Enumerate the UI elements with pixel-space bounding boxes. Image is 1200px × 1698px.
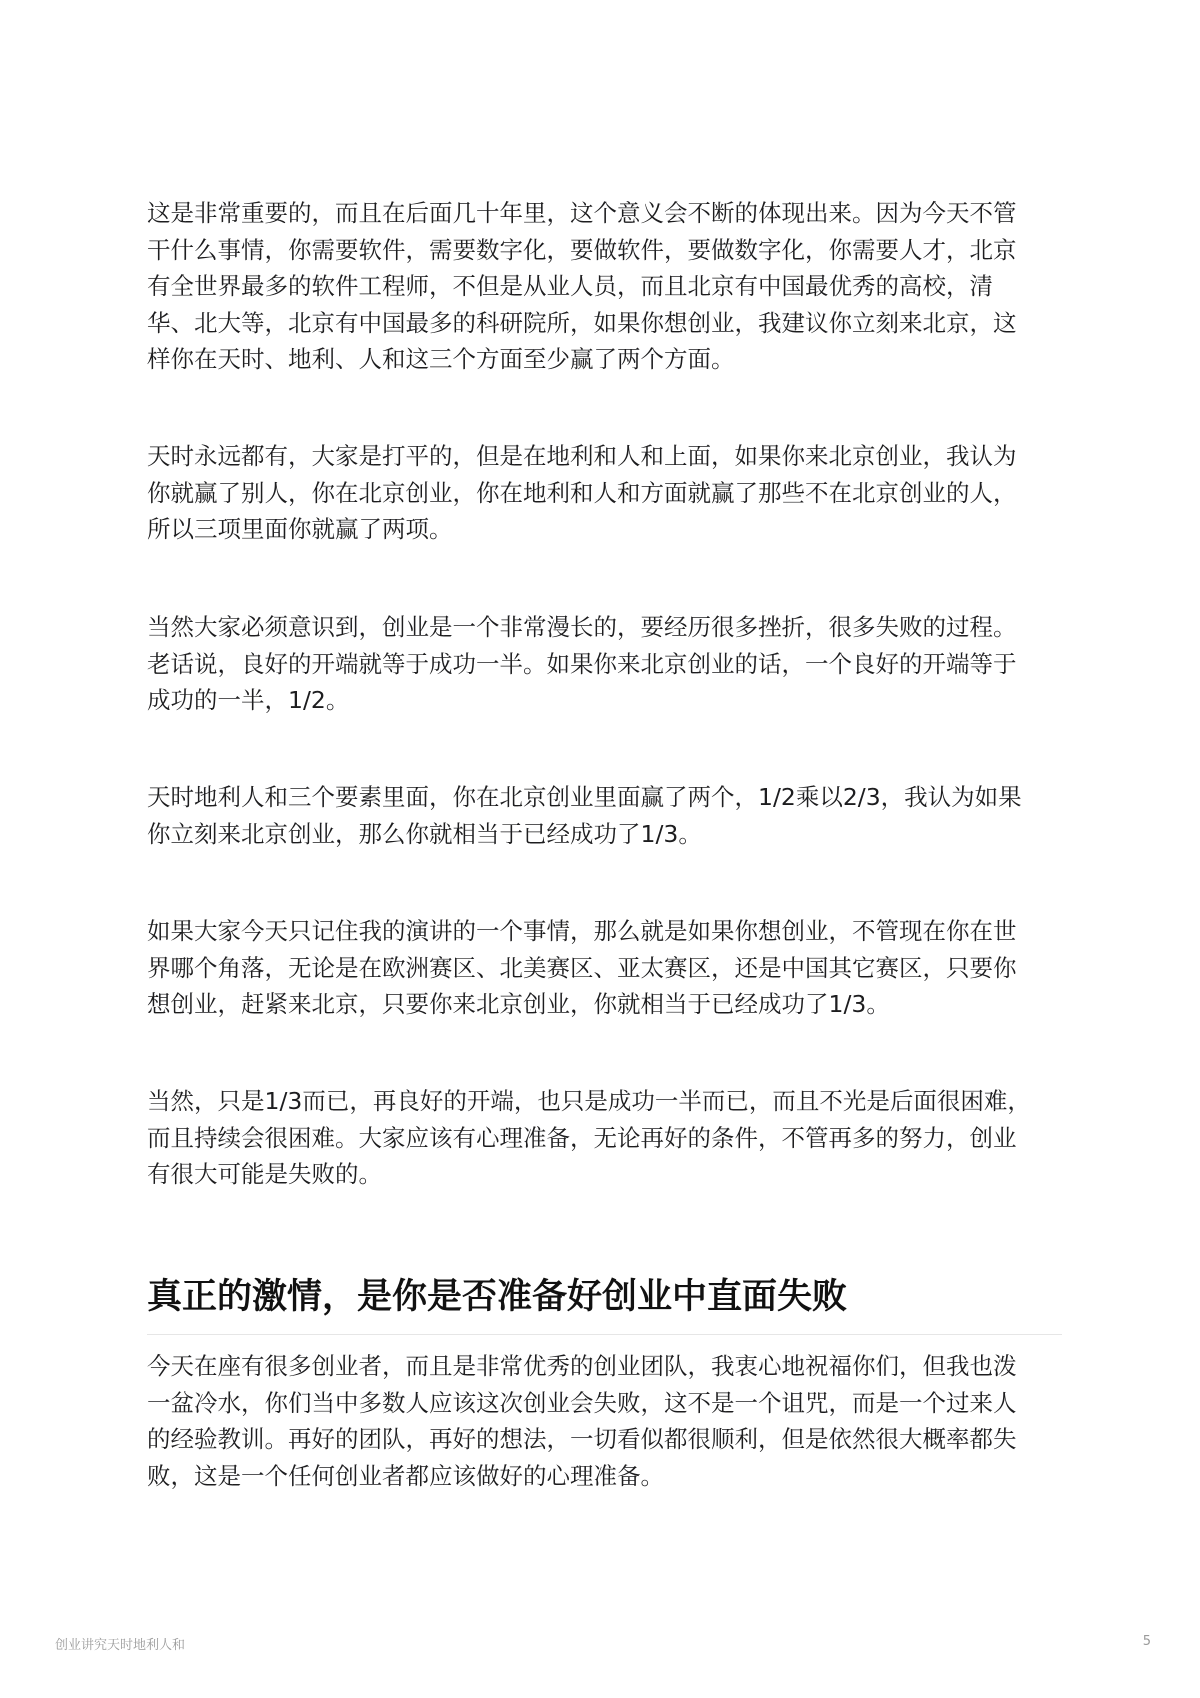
text-line: 天时地利人和三个要素里面，你在北京创业里面赢了两个，1/2乘以2/3，我认为如果 bbox=[147, 783, 1022, 811]
section-paragraph bbox=[147, 1348, 1057, 1494]
paragraph-4 bbox=[147, 779, 1057, 852]
footer-page-number: 5 bbox=[1142, 1634, 1151, 1649]
text-line: 成功的一半，1/2。 bbox=[147, 686, 350, 715]
text-line: 有很大可能是失败的。 bbox=[147, 1160, 382, 1189]
heading-divider bbox=[147, 1334, 1062, 1335]
text-line: 你立刻来北京创业，那么你就相当于已经成功了1/3。 bbox=[147, 819, 702, 848]
text-line: 如果大家今天只记住我的演讲的一个事情，那么就是如果你想创业，不管现在你在世 bbox=[147, 917, 1017, 945]
text-line: 败，这是一个任何创业者都应该做好的心理准备。 bbox=[147, 1461, 664, 1490]
text-line: 一盆冷水，你们当中多数人应该这次创业会失败，这不是一个诅咒，而是一个过来人 bbox=[147, 1388, 1017, 1417]
text-line: 你就赢了别人，你在北京创业，你在地利和人和方面就赢了那些不在北京创业的人， bbox=[147, 478, 1017, 507]
text-line: 想创业，赶紧来北京，只要你来北京创业，你就相当于已经成功了1/3。 bbox=[147, 990, 890, 1019]
footer-document-title: 创业讲究天时地利人和 bbox=[55, 1638, 186, 1653]
text-line: 而且持续会很困难。大家应该有心理准备，无论再好的条件，不管再多的努力，创业 bbox=[147, 1123, 1017, 1152]
paragraph-2 bbox=[147, 438, 1057, 548]
paragraph-1 bbox=[147, 195, 1057, 378]
paragraph-5 bbox=[147, 913, 1057, 1023]
text-line: 华、北大等，北京有中国最多的科研院所，如果你想创业，我建议你立刻来北京，这 bbox=[147, 308, 1017, 337]
text-line: 今天在座有很多创业者，而且是非常优秀的创业团队，我衷心地祝福你们，但我也泼 bbox=[147, 1352, 1017, 1380]
text-line: 当然大家必须意识到，创业是一个非常漫长的，要经历很多挫折，很多失败的过程。 bbox=[147, 613, 1017, 641]
text-line: 界哪个角落，无论是在欧洲赛区、北美赛区、亚太赛区，还是中国其它赛区，只要你 bbox=[147, 953, 1017, 982]
text-line: 老话说，良好的开端就等于成功一半。如果你来北京创业的话，一个良好的开端等于 bbox=[147, 649, 1017, 678]
text-line: 天时永远都有，大家是打平的，但是在地利和人和上面，如果你来北京创业，我认为 bbox=[147, 442, 1017, 470]
text-line: 所以三项里面你就赢了两项。 bbox=[147, 515, 453, 544]
section-heading: 真正的激情，是你是否准备好创业中直面失败 bbox=[147, 1277, 848, 1317]
paragraph-3 bbox=[147, 609, 1057, 719]
text-line: 干什么事情，你需要软件，需要数字化，要做软件，要做数字化，你需要人才，北京 bbox=[147, 235, 1017, 264]
text-line: 当然，只是1/3而已，再良好的开端，也只是成功一半而已，而且不光是后面很困难， bbox=[147, 1087, 1031, 1115]
text-line: 的经验教训。再好的团队，再好的想法，一切看似都很顺利，但是依然很大概率都失 bbox=[147, 1425, 1017, 1454]
text-line: 有全世界最多的软件工程师，不但是从业人员，而且北京有中国最优秀的高校，清 bbox=[147, 272, 993, 301]
text-line: 这是非常重要的，而且在后面几十年里，这个意义会不断的体现出来。因为今天不管 bbox=[147, 199, 1017, 227]
text-line: 样你在天时、地利、人和这三个方面至少赢了两个方面。 bbox=[147, 345, 735, 374]
paragraph-6 bbox=[147, 1083, 1057, 1193]
